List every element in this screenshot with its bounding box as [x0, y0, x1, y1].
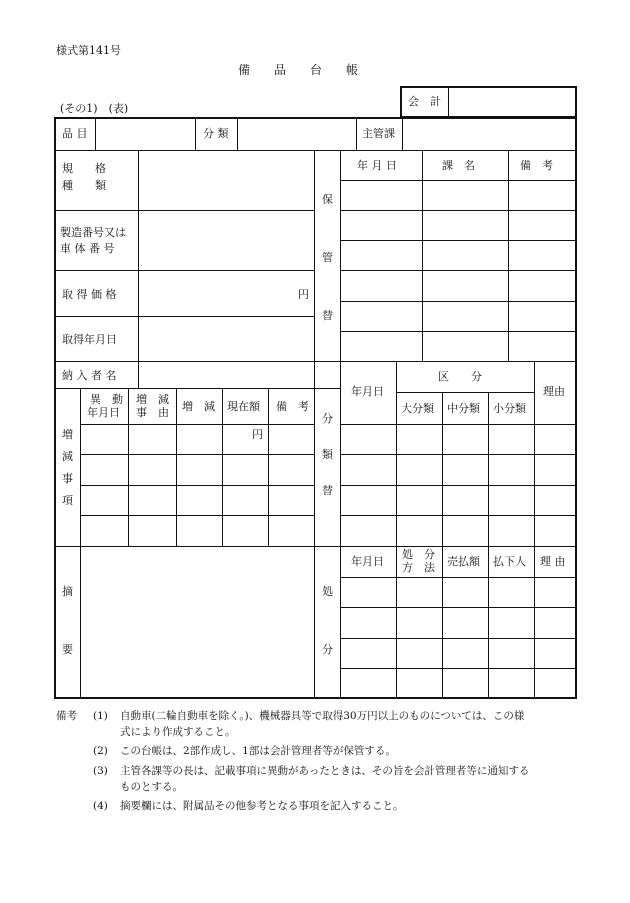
class-label: 分 類 [203, 127, 229, 140]
change-date-header-2: 年月日 [87, 406, 120, 419]
note-4-text: 摘要欄には、附属品その他参考となる事項を記入すること。 [120, 800, 404, 812]
change-incdec-header: 増 減 [182, 400, 215, 413]
price-label: 取 得 価 格 [62, 288, 117, 301]
serial-label-2: 車 体 番 号 [60, 242, 115, 255]
change-side-4: 項 [62, 494, 73, 507]
page-title: 備 品 台 帳 [238, 63, 365, 77]
vendor-label: 納 入 者 名 [62, 369, 117, 382]
custody-side-3: 替 [322, 309, 333, 322]
reclass-date-header: 年月日 [351, 385, 384, 398]
note-1-cont: 式により作成すること。 [120, 726, 236, 738]
disposal-date-header: 年月日 [351, 555, 384, 568]
disposal-method-header-1: 処 分 [402, 548, 435, 561]
reclass-side-3: 替 [322, 484, 333, 497]
custody-side-2: 管 [322, 251, 333, 264]
yen-unit: 円 [298, 288, 309, 301]
page-subtitle: (その1) (表) [60, 102, 129, 115]
disposal-buyer-header: 払下人 [493, 555, 526, 568]
notes-label: 備考 [56, 710, 77, 722]
change-current-header: 現在額 [227, 400, 260, 413]
reclass-large-header: 大分類 [401, 402, 434, 415]
disposal-price-header: 売払額 [447, 555, 480, 568]
reclass-small-header: 小分類 [493, 402, 526, 415]
serial-label-1: 製造番号又は [60, 226, 126, 239]
custody-note-header: 備 考 [520, 159, 553, 172]
accounting-label: 会 計 [408, 95, 441, 108]
note-1-num: (1) [93, 710, 108, 722]
custody-side-1: 保 [322, 193, 333, 206]
reclass-side-2: 類 [322, 448, 333, 461]
change-side-3: 事 [62, 472, 73, 485]
note-2-num: (2) [93, 745, 108, 757]
reclass-kubun-header: 区 分 [438, 370, 482, 383]
change-date-header-1: 異 動 [90, 393, 123, 406]
custody-date-header: 年 月 日 [357, 159, 397, 172]
disposal-method-header-2: 方 法 [402, 561, 435, 574]
reclass-reason-header: 理由 [543, 385, 565, 398]
current-yen-unit: 円 [252, 428, 263, 441]
change-reason-header-2: 事 由 [136, 406, 169, 419]
kind-label: 種 類 [62, 179, 106, 192]
disposal-side-2: 分 [322, 643, 333, 656]
reclass-mid-header: 中分類 [447, 402, 480, 415]
summary-side-1: 摘 [62, 585, 73, 598]
date-label: 取得年月日 [62, 333, 117, 346]
reclass-side-1: 分 [322, 412, 333, 425]
change-reason-header-1: 増 減 [136, 393, 169, 406]
change-side-1: 増 [62, 428, 73, 441]
spec-label: 規 格 [62, 162, 106, 175]
form-number: 様式第141号 [56, 44, 121, 57]
summary-side-2: 要 [62, 643, 73, 656]
custody-dept-header: 課 名 [442, 159, 475, 172]
note-2-text: この台帳は、2部作成し、1部は会計管理者等が保管する。 [120, 745, 396, 757]
disposal-side-1: 処 [322, 585, 333, 598]
dept-label: 主管課 [362, 127, 395, 140]
note-3-text: 主管各課等の長は、記載事項に異動があったときは、その旨を会計管理者等に通知する [120, 765, 530, 777]
note-3-cont: ものとする。 [120, 781, 183, 793]
note-3-num: (3) [93, 765, 108, 777]
note-4-num: (4) [93, 800, 108, 812]
change-side-2: 減 [62, 450, 73, 463]
change-note-header: 備 考 [276, 400, 309, 413]
note-1-text: 自動車(二輪自動車を除く。)、機械器具等で取得30万円以上のものについては、この様 [120, 710, 525, 722]
disposal-reason-header: 理 由 [540, 555, 566, 568]
item-label: 品 目 [62, 127, 88, 140]
